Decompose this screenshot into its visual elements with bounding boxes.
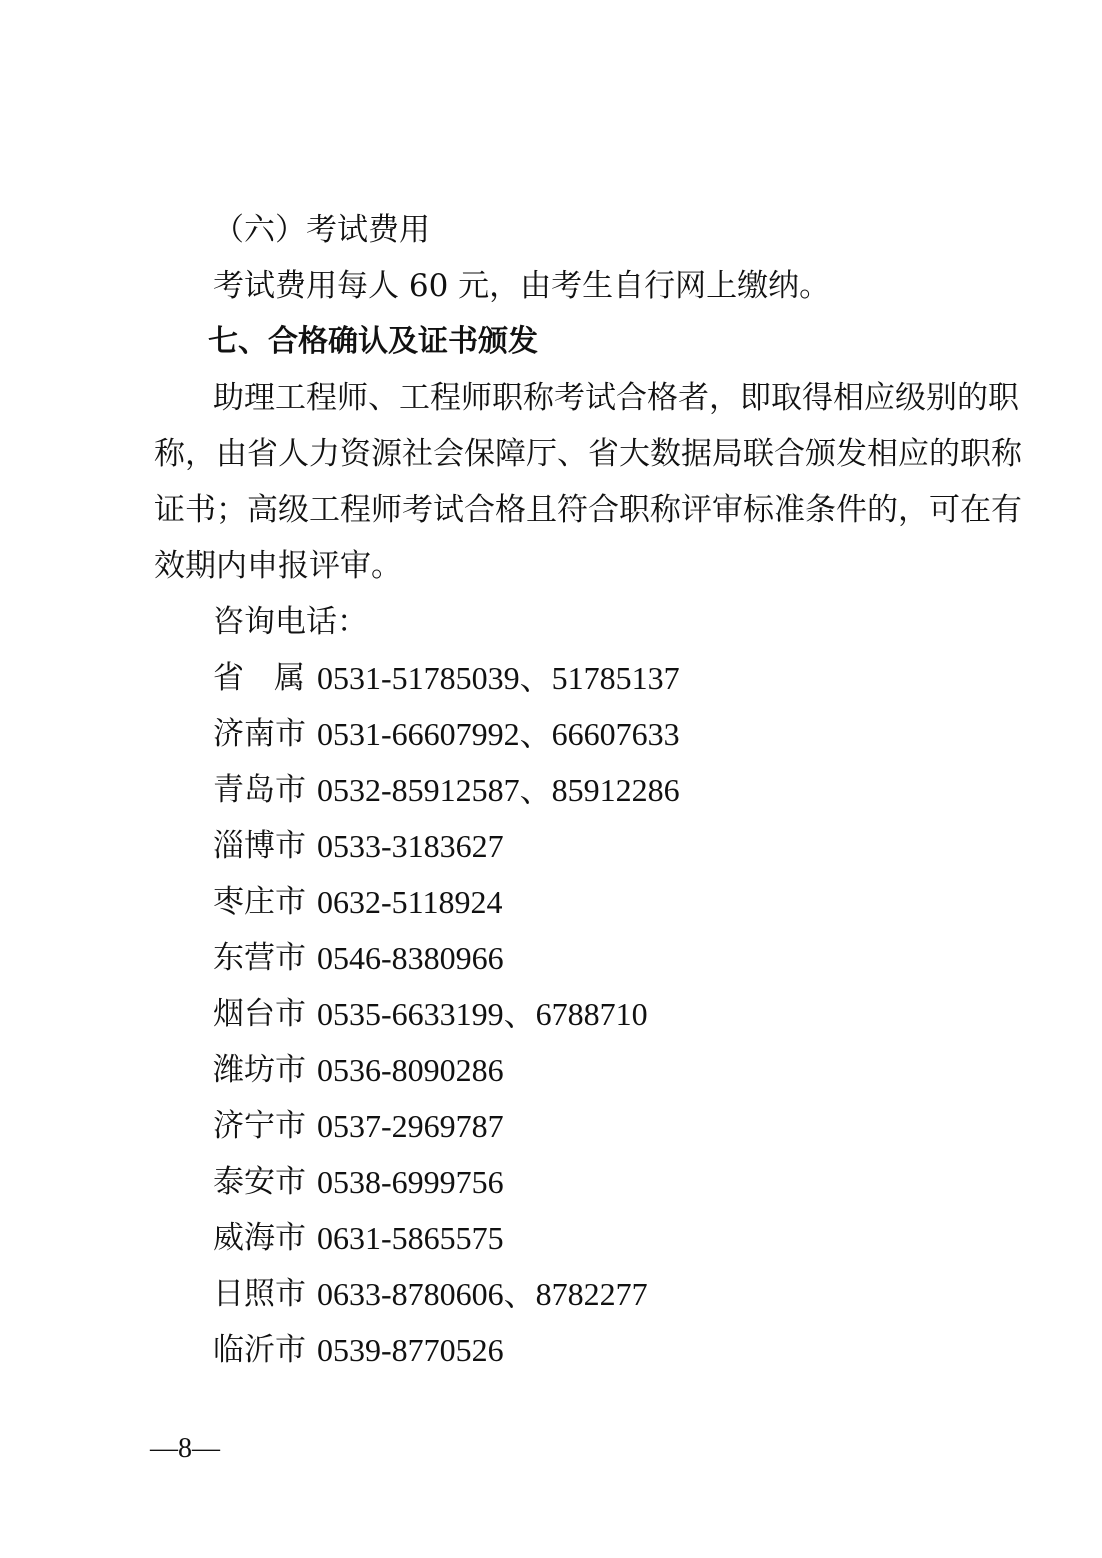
contact-phone: 0532-85912587、85912286 <box>317 772 680 808</box>
contact-phone: 0539-8770526 <box>317 1332 504 1368</box>
contact-phone: 0632-5118924 <box>317 884 503 920</box>
contact-row <box>213 658 680 698</box>
contact-city: 青岛市 <box>213 772 306 808</box>
consultation-label: 咨询电话： <box>213 604 368 640</box>
contact-city: 威海市 <box>213 1220 306 1256</box>
contact-row <box>213 1106 504 1146</box>
contact-phone: 0531-66607992、66607633 <box>317 716 680 752</box>
contact-phone: 0537-2969787 <box>317 1108 504 1144</box>
contact-row <box>213 1218 504 1258</box>
exam-fee-paragraph: 考试费用每人 60 元，由考生自行网上缴纳。 <box>213 268 831 304</box>
contact-row <box>213 938 504 978</box>
certificate-paragraph-line-2: 称，由省人力资源社会保障厅、省大数据局联合颁发相应的职称 <box>154 436 1022 472</box>
contact-city: 日照市 <box>213 1276 306 1312</box>
contact-city: 潍坊市 <box>213 1052 306 1088</box>
certificate-paragraph-line-4: 效期内申报评审。 <box>154 548 402 584</box>
contact-city: 东营市 <box>213 940 306 976</box>
contact-phone: 0536-8090286 <box>317 1052 504 1088</box>
contact-city: 烟台市 <box>213 996 306 1032</box>
certificate-paragraph-line-3: 证书；高级工程师考试合格且符合职称评审标准条件的，可在有 <box>154 492 1022 528</box>
contact-row <box>213 882 502 922</box>
contact-city: 省属 <box>213 660 305 696</box>
certificate-section-heading: 七、合格确认及证书颁发 <box>208 324 538 359</box>
contact-row <box>213 1050 504 1090</box>
contact-phone: 0538-6999756 <box>317 1164 504 1200</box>
contact-phone: 0531-51785039、51785137 <box>317 660 680 696</box>
certificate-paragraph-line-1: 助理工程师、工程师职称考试合格者，即取得相应级别的职 <box>213 380 1019 416</box>
contact-city: 济宁市 <box>213 1108 306 1144</box>
contact-row <box>213 1162 504 1202</box>
contact-phone: 0546-8380966 <box>317 940 504 976</box>
contact-phone: 0633-8780606、8782277 <box>317 1276 648 1312</box>
contact-row <box>213 826 504 866</box>
contact-phone: 0631-5865575 <box>317 1220 504 1256</box>
contact-phone: 0533-3183627 <box>317 828 504 864</box>
contact-city: 济南市 <box>213 716 306 752</box>
contact-phone: 0535-6633199、6788710 <box>317 996 648 1032</box>
page-number: —8— <box>150 1433 220 1464</box>
contact-row <box>213 1274 648 1314</box>
contact-city: 淄博市 <box>213 828 306 864</box>
contact-row <box>213 994 648 1034</box>
contact-row <box>213 714 680 754</box>
contact-row <box>213 770 680 810</box>
contact-city: 临沂市 <box>213 1332 306 1368</box>
contact-city: 枣庄市 <box>213 884 306 920</box>
contact-city: 泰安市 <box>213 1164 306 1200</box>
exam-fee-heading: （六）考试费用 <box>213 212 430 248</box>
contact-row <box>213 1330 504 1370</box>
